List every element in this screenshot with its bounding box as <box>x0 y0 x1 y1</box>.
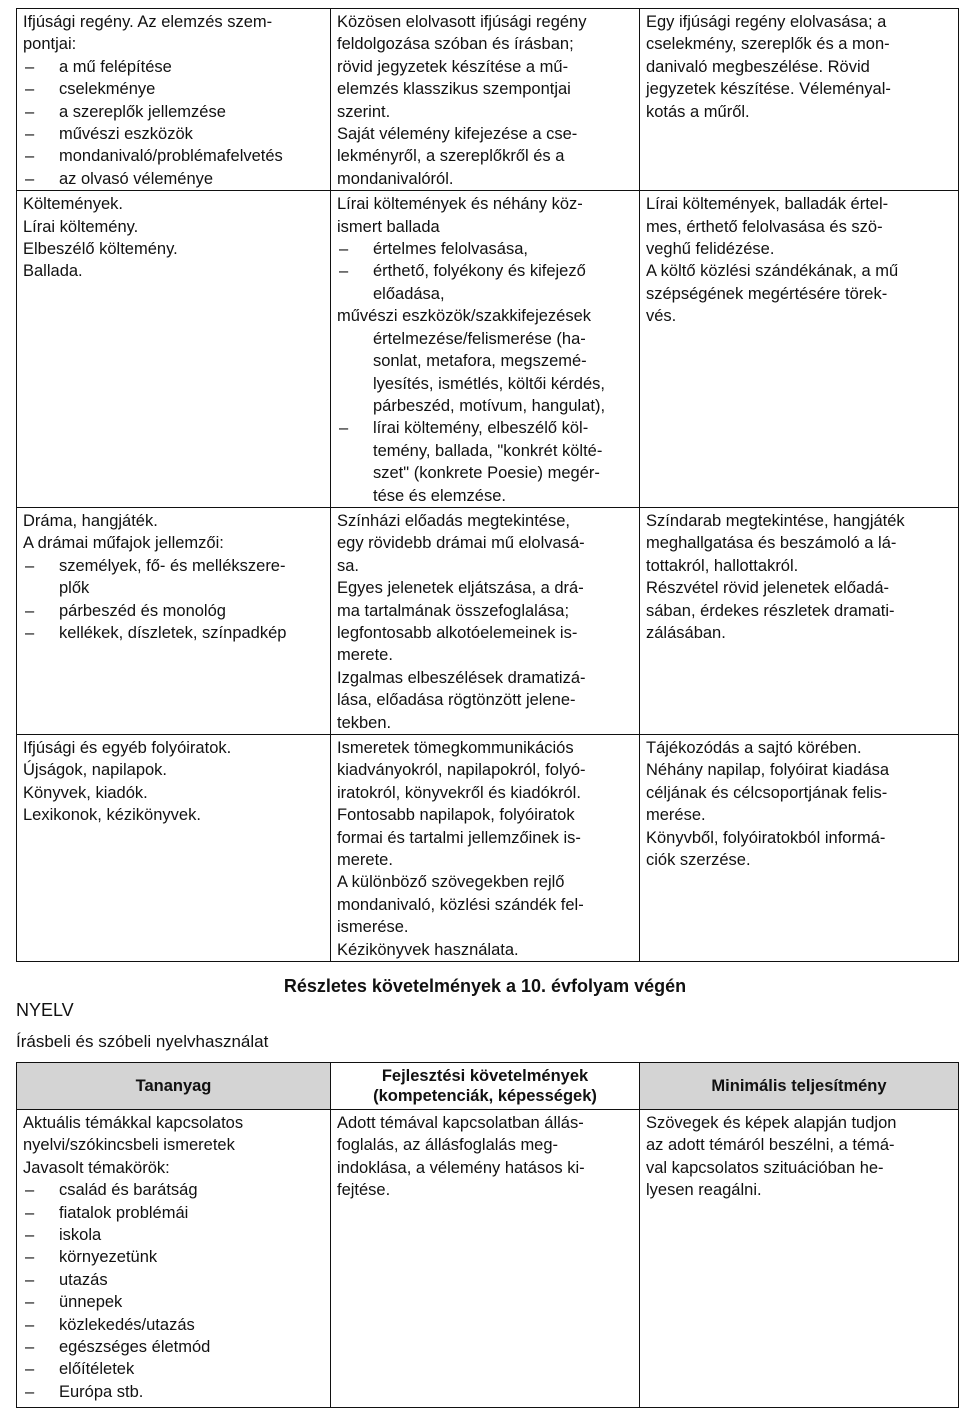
list-item: – lírai költemény, elbeszélő köl- <box>337 417 631 439</box>
cell-line: az adott témáról beszélni, a témá- <box>646 1136 895 1155</box>
table-cell <box>331 735 640 962</box>
table-cell <box>17 191 331 508</box>
cell-line: Lírai költemények, balladák értel- <box>646 195 889 214</box>
list-item: – kellékek, díszletek, színpadkép <box>23 622 322 644</box>
cell-line: vés. <box>646 307 677 326</box>
cell-line: Újságok, napilapok. <box>23 761 168 780</box>
cell-line: Színházi előadás megtekintése, <box>337 511 570 530</box>
column-header-label: (kompetenciák, képességek) <box>373 1087 597 1105</box>
list-item: – ünnepek <box>23 1291 322 1313</box>
cell-line: ismerése. <box>337 918 409 937</box>
list-item: – párbeszéd és monológ <box>23 600 322 622</box>
list-item-continuation: szet" (konkrete Poesie) megér- <box>373 464 600 483</box>
cell-line: Könyvből, folyóiratokból informá- <box>646 828 886 847</box>
cell-line: cselekmény, szereplők és a mon- <box>646 35 890 54</box>
cell-line: sában, érdekes részletek dramati- <box>646 601 895 620</box>
cell-line: Aktuális témákkal kapcsolatos <box>23 1114 244 1132</box>
cell-line: értelmezése/felismerése (ha- <box>373 329 586 348</box>
list-item-continuation: temény, ballada, "konkrét költé- <box>373 441 603 460</box>
cell-line: tekben. <box>337 713 392 732</box>
column-header-label: Tananyag <box>135 1077 212 1095</box>
cell-line: Izgalmas elbeszélések dramatizá- <box>337 668 586 687</box>
cell-line: ismert ballada <box>337 217 440 236</box>
table-row <box>17 1110 959 1408</box>
cell-line: merése. <box>646 806 706 825</box>
cell-line: iratokról, könyvekről és kiadókról. <box>337 783 581 802</box>
cell-line: mondanivalóról. <box>337 169 454 188</box>
cell-line: Lexikonok, kézikönyvek. <box>23 806 201 825</box>
cell-line: Dráma, hangjáték. <box>23 511 158 530</box>
table-cell <box>17 507 331 734</box>
list-item: – érthető, folyékony és kifejező <box>337 260 631 282</box>
cell-line: párbeszéd, motívum, hangulat), <box>373 396 606 415</box>
list-item-continuation: előadása, <box>373 284 445 303</box>
cell-line: elemzés klasszikus szempontjai <box>337 80 571 99</box>
cell-line: A költő közlési szándékának, a mű <box>646 262 899 281</box>
cell-line: szépségének megértésére törek- <box>646 284 888 303</box>
cell-line: Színdarab megtekintése, hangjáték <box>646 511 905 530</box>
cell-line: meghallgatása és beszámoló a lá- <box>646 534 897 553</box>
cell-line: merete. <box>337 646 393 665</box>
column-header-minimalis <box>640 1063 959 1110</box>
cell-line: foglalás, az állásfoglalás meg- <box>337 1136 559 1155</box>
cell-line: Részvétel rövid jelenetek előadá- <box>646 579 890 598</box>
cell-line: fejtése. <box>337 1181 391 1200</box>
cell-line: Elbeszélő költemény. <box>23 240 178 259</box>
cell-line: A különböző szövegekben rejlő <box>337 873 565 892</box>
list-item: – környezetünk <box>23 1246 322 1268</box>
list-item: – cselekménye <box>23 78 322 100</box>
list-item: – egészséges életmód <box>23 1336 322 1358</box>
column-header-label: Fejlesztési követelmények <box>381 1067 589 1085</box>
cell-line: Saját vélemény kifejezése a cse- <box>337 125 578 144</box>
cell-line: sa. <box>337 556 360 575</box>
cell-line: merete. <box>337 851 393 870</box>
column-header-label: Minimális teljesítmény <box>711 1077 887 1095</box>
list-item: – közlekedés/utazás <box>23 1314 322 1336</box>
cell-line: feldolgozása szóban és írásban; <box>337 35 574 54</box>
list-item: – utazás <box>23 1269 322 1291</box>
table-cell <box>331 1110 640 1408</box>
cell-line: Javasolt témakörök: <box>23 1158 170 1177</box>
list-item: – iskola <box>23 1224 322 1246</box>
list-item: – a mű felépítése <box>23 56 322 78</box>
column-header-tananyag <box>17 1063 331 1110</box>
cell-line: Egyes jelenetek eljátszása, a drá- <box>337 579 584 598</box>
cell-line: Közösen elolvasott ifjúsági regény <box>337 13 587 31</box>
table-header-row <box>17 1063 959 1110</box>
table-cell <box>640 507 959 734</box>
cell-line: mes, érthető felolvasása és szö- <box>646 217 883 236</box>
cell-line: művészi eszközök/szakkifejezések <box>337 307 592 326</box>
cell-line: szerint. <box>337 102 391 121</box>
cell-line: nyelvi/szókincsbeli ismeretek <box>23 1136 235 1155</box>
cell-line: jegyzetek készítése. Véleményal- <box>646 80 891 99</box>
list-item-continuation: tése és elemzése. <box>373 486 506 505</box>
cell-line: sonlat, metafora, megszemé- <box>373 352 587 371</box>
cell-line: pontjai: <box>23 35 77 54</box>
table-cell <box>640 9 959 191</box>
cell-line: Adott témával kapcsolatban állás- <box>337 1114 584 1132</box>
cell-line: Költemények. <box>23 195 123 214</box>
list-item: – fiatalok problémái <box>23 1202 322 1224</box>
table-cell <box>331 9 640 191</box>
table-cell <box>17 735 331 962</box>
cell-line: lyesítés, ismétlés, költői kérdés, <box>373 374 605 393</box>
cell-line: lyesen reagálni. <box>646 1181 762 1200</box>
table-row <box>17 191 959 508</box>
cell-line: egy rövidebb drámai mű elolvasá- <box>337 534 585 553</box>
cell-line: lása, előadása rögtönzött jelene- <box>337 691 576 710</box>
requirements-table <box>16 1062 959 1408</box>
cell-line: Lírai költemény. <box>23 217 139 236</box>
table-cell <box>17 9 331 191</box>
table-cell <box>331 191 640 508</box>
cell-line: Tájékozódás a sajtó körében. <box>646 739 862 757</box>
cell-line: ciók szerzése. <box>646 851 751 870</box>
table-cell <box>640 1110 959 1408</box>
cell-line: Lírai költemények és néhány köz- <box>337 195 583 214</box>
cell-line: lekményről, a szereplőkről és a <box>337 147 565 166</box>
list-item: – előítéletek <box>23 1358 322 1380</box>
column-header-fejlesztesi <box>331 1063 640 1110</box>
table-row <box>17 735 959 962</box>
table-cell <box>640 735 959 962</box>
section-heading: Részletes követelmények a 10. évfolyam végén <box>283 976 687 996</box>
cell-line: Ballada. <box>23 262 83 281</box>
cell-line: Néhány napilap, folyóirat kiadása <box>646 761 890 780</box>
cell-line: veghű felidézése. <box>646 240 775 259</box>
cell-line: zálásában. <box>646 623 726 642</box>
cell-line: indoklása, a vélemény hatásos ki- <box>337 1158 585 1177</box>
cell-line: formai és tartalmi jellemzőinek is- <box>337 828 581 847</box>
cell-line: Egy ifjúsági regény elolvasása; a <box>646 13 887 31</box>
cell-line: tottakról, hallottakról. <box>646 556 799 575</box>
list-item: – család és barátság <box>23 1179 322 1201</box>
cell-line: céljának és célcsoportjának felis- <box>646 783 888 802</box>
list-item-continuation: plők <box>59 579 90 598</box>
subsection-label: Írásbeli és szóbeli nyelvhasználat <box>16 1032 269 1051</box>
list-item: – személyek, fő- és mellékszere- <box>23 555 322 577</box>
cell-line: val kapcsolatos szituációban he- <box>646 1158 884 1177</box>
cell-line: Ifjúsági és egyéb folyóiratok. <box>23 739 232 757</box>
table-row <box>17 9 959 191</box>
list-item: – a szereplők jellemzése <box>23 101 322 123</box>
table-row <box>17 507 959 734</box>
cell-line: A drámai műfajok jellemzői: <box>23 534 224 553</box>
cell-line: Ifjúsági regény. Az elemzés szem- <box>23 13 273 31</box>
cell-line: danivaló megbeszélése. Rövid <box>646 57 870 76</box>
table-cell <box>640 191 959 508</box>
cell-line: Ismeretek tömegkommunikációs <box>337 739 574 757</box>
cell-line: Kézikönyvek használata. <box>337 940 519 959</box>
list-item: – az olvasó véleménye <box>23 168 322 190</box>
table-cell <box>17 1110 331 1408</box>
cell-line: ma tartalmának összefoglalása; <box>337 601 570 620</box>
list-item: – mondanivaló/problémafelvetés <box>23 145 322 167</box>
cell-line: legfontosabb alkotóelemeinek is- <box>337 623 578 642</box>
cell-line: Szövegek és képek alapján tudjon <box>646 1114 897 1132</box>
list-item: – művészi eszközök <box>23 123 322 145</box>
list-item: – értelmes felolvasása, <box>337 238 631 260</box>
cell-line: Fontosabb napilapok, folyóiratok <box>337 806 575 825</box>
curriculum-table <box>16 8 959 962</box>
cell-line: Könyvek, kiadók. <box>23 783 148 802</box>
list-item: – Európa stb. <box>23 1381 322 1403</box>
table-cell <box>331 507 640 734</box>
cell-line: rövid jegyzetek készítése a mű- <box>337 57 569 76</box>
cell-line: mondanivaló, közlési szándék fel- <box>337 895 584 914</box>
cell-line: kiadványokról, napilapokról, folyó- <box>337 761 586 780</box>
cell-line: kotás a műről. <box>646 102 750 121</box>
nyelv-label: NYELV <box>16 1000 74 1020</box>
